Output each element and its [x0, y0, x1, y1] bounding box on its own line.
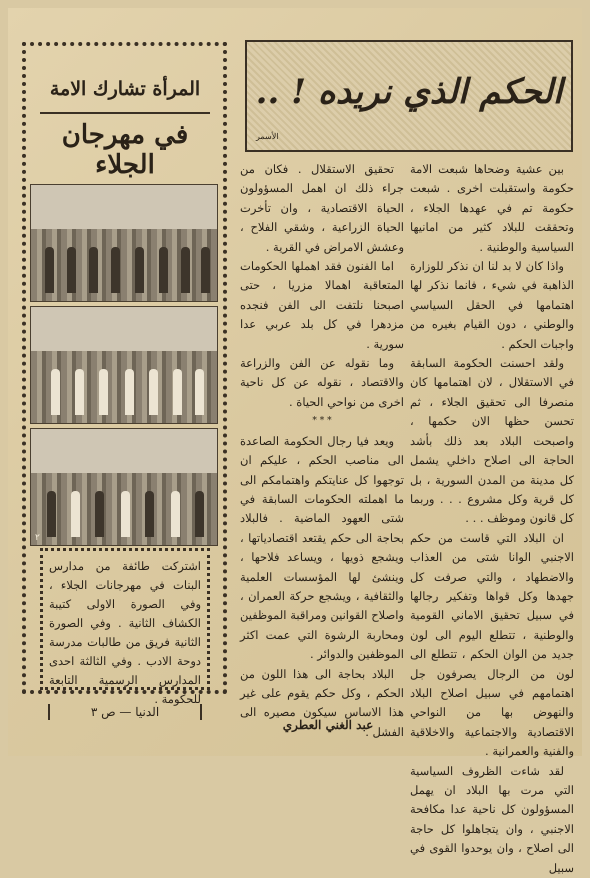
paragraph: البلاد بحاجة الى هذا اللون من الحكم ، وكل حكم يقوم على غير هذا الاساس سيكون مصيره الى الفشل .: [240, 666, 404, 739]
article-column-right: [410, 160, 574, 875]
photo-girls-scouts-march: [30, 184, 218, 302]
author-signature: عبد الغني العطري: [282, 718, 374, 732]
photo-official-school: [30, 428, 218, 546]
paragraph: تحقيق الاستقلال . فكان من جراء ذلك ان اهمل المسؤولون الحياة الاقتصادية ، وان تأخرت الحياة الزراعية ، وشقي الفلاح ، وعشش الامراض في القرية .: [240, 162, 404, 254]
paragraph: واذا كان لا بد لنا ان نذكر للوزارة الذاهبة في شيء ، فانما نذكر لها اهتمامها في الحقل السياسي والوطني ، دون القيام بغيره من واجبات الحكم .: [410, 259, 574, 351]
photo-number: ٢: [35, 533, 40, 543]
paragraph: ولقد احسنت الحكومة السابقة في الاستقلال ، لان اهتمامها كان منصرفا الى تحقيق الجلاء ، ثم تحسن حظها الان حكمها ، واصبحت البلاد بعد ذلك بأشد الحاجة الى اصلاح داخلي يشمل كل مدينة من المدن السورية ، بل كل قرية وكل مشروع . . . وربما كل قانون وموظف . . .: [410, 356, 574, 526]
headline: الحكم الذي نريده ! ..: [255, 72, 563, 112]
paragraph: اما الفنون فقد اهملها الحكومات المتعاقبة اهمالا مزريا ، حتى اصبحنا نلتفت الى الفن فنجده مزدهرا في كل بلد عربي عدا سورية .: [240, 259, 404, 351]
paragraph: وما نقوله عن الفن والزراعة والاقتصاد ، نقوله عن كل ناحية اخرى من نواحي الحياة .: [240, 356, 404, 409]
headline-signature: الأسمر: [256, 132, 279, 141]
section-separator: * * *: [312, 416, 332, 427]
photo-caption: اشتركت طائفة من مدارس البنات في مهرجانات الجلاء ، وفي الصورة الاولى كتيبة الكشاف الثانية . وفي الصورة الثانية فريق من طالبات مدرسة دوحة الادب . وفي الثالثة احدى المدارس الرسمية التابعة للحكومة .: [40, 548, 210, 690]
photo-school-parade: [30, 306, 218, 424]
side-title-line1: المرأة تشارك الامة: [49, 78, 201, 100]
paragraph: لقد شاءت الظروف السياسية التي مرت بها البلاد ان يهمل المسؤولون كل ناحية عدا مكافحة الاجنبي ، وان يتجاهلوا كل حاجة الى اصلاح ، وان يوحدوا القوى في سبيل: [410, 763, 574, 875]
divider: [40, 112, 210, 114]
page-footer: الدنيا — ص ٣: [48, 704, 202, 720]
paragraph: ويعد فيا رجال الحكومة الصاعدة الى مناصب الحكم ، عليكم ان توجهوا كل عنايتكم واهتمامكم الى ما اهملته الحكومات السابقة في شتى العهود الماضية . فالبلاد بحاجة الى حكم يقتعد اقتصادياتها ، ويشجع ذويها ، ويساعد فلاحها ، وينشئ لها المؤسسات العلمية والثقافية ، ويشجع حركة العمران ، واصلاح القوانين ومراقبة الموظفين ومحاربة الرشوة التي عمت اكثر الموظفين والدوائر .: [240, 433, 404, 662]
paragraph: بين عشية وضحاها شبعت الامة حكومة واستقبلت اخرى . شبعت حكومة تم في عهدها الجلاء ، وتحققت للبلاد كثير من امانيها السياسية والوطنية .: [410, 162, 574, 254]
side-title-line2: في مهرجان الجلاء: [61, 120, 189, 180]
paragraph: ان البلاد التي قاست من حكم الاجنبي الوانا شتى من العذاب والاضطهاد ، والتي صرفت كل جهدها وكل قواها وتفكير رجالها في سبيل تحقيق الاماني القومية والوطنية ، تتطلع اليوم الى لون جديد من الوان الحكم ، تتطلع الى لون من الرجال يصرفون جل اهتمامهم في سبيل اصلاح البلاد والنهوض بها من النواحي الاقتصادية والاجتماعية والاخلاقية والفنية والعمرانية .: [410, 530, 574, 759]
